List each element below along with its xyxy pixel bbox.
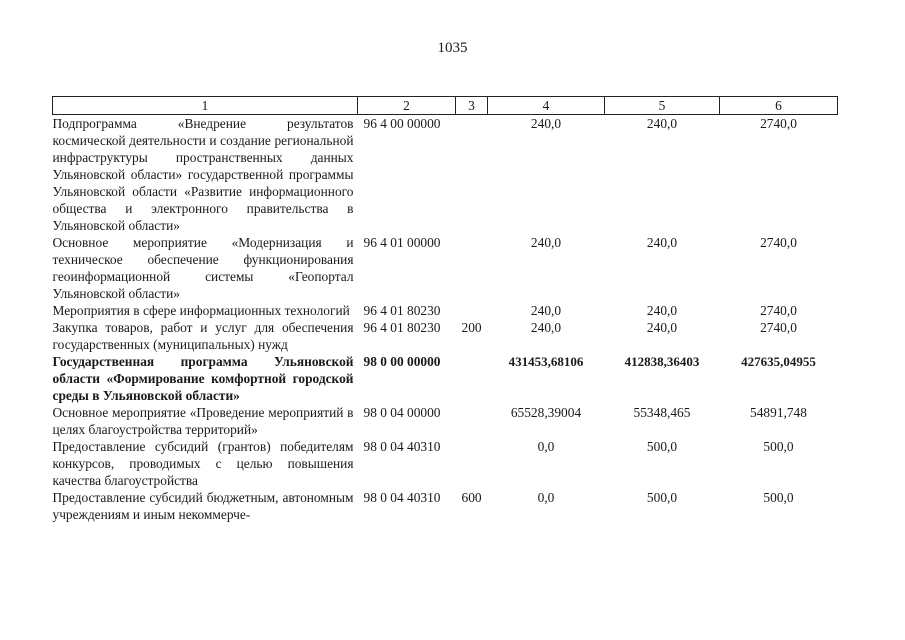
table-row xyxy=(53,404,838,438)
row-value-5: 240,0 xyxy=(646,235,678,250)
table-body xyxy=(53,115,838,524)
row-value-4: 65528,39004 xyxy=(510,405,582,420)
row-name: Мероприятия в сфере информационных технологий xyxy=(52,303,350,318)
row-value-5: 240,0 xyxy=(646,303,678,318)
table-row xyxy=(53,489,838,523)
row-value-4: 0,0 xyxy=(537,439,555,454)
row-code: 98 0 04 40310 xyxy=(363,439,441,454)
table-row xyxy=(53,319,838,353)
row-value-6: 54891,748 xyxy=(750,405,807,420)
row-value-5: 500,0 xyxy=(646,439,678,454)
row-vr: 600 xyxy=(461,490,482,505)
header-col-4: 4 xyxy=(488,97,605,115)
row-value-5: 412838,36403 xyxy=(624,354,700,369)
table-row xyxy=(53,115,838,235)
budget-table xyxy=(52,96,838,523)
row-vr xyxy=(456,115,488,235)
header-col-1: 1 xyxy=(53,97,358,115)
row-code: 96 4 01 80230 xyxy=(363,303,441,318)
row-code: 98 0 00 00000 xyxy=(363,354,441,369)
row-value-4: 240,0 xyxy=(530,320,562,335)
header-row xyxy=(53,97,838,115)
row-vr xyxy=(456,438,488,489)
row-value-4: 240,0 xyxy=(530,303,562,318)
row-value-4: 0,0 xyxy=(537,490,555,505)
row-value-6: 427635,04955 xyxy=(741,354,816,369)
row-code: 96 4 01 80230 xyxy=(363,320,441,335)
row-value-5: 240,0 xyxy=(646,116,678,131)
row-value-6: 2740,0 xyxy=(760,320,797,335)
header-col-2: 2 xyxy=(358,97,456,115)
row-name: Государственная программа Ульяновской области «Формирование комфортной городской среды в Ульяновской области» xyxy=(52,354,354,403)
row-value-4: 431453,68106 xyxy=(508,354,584,369)
row-vr xyxy=(456,234,488,302)
row-name: Основное мероприятие «Проведение мероприятий в целях благоустройства территорий» xyxy=(52,405,354,437)
row-code: 98 0 04 00000 xyxy=(363,405,441,420)
row-name: Подпрограмма «Внедрение результатов космической деятельности и создание региональной инфраструктуры пространственных данных Ульяновской области» государственной программы Ульяновской области «Развитие информационного общества и электронного правительства в Ульяновской области» xyxy=(52,116,354,233)
row-value-6: 500,0 xyxy=(763,490,794,505)
header-col-5: 5 xyxy=(605,97,720,115)
row-value-6: 2740,0 xyxy=(760,116,797,131)
row-value-6: 2740,0 xyxy=(760,303,797,318)
row-vr: 200 xyxy=(461,320,482,335)
row-code: 98 0 04 40310 xyxy=(363,490,441,505)
row-name: Основное мероприятие «Модернизация и техническое обеспечение функционирования геоинформационной системы «Геопортал Ульяновской области» xyxy=(52,235,354,301)
row-value-5: 55348,465 xyxy=(633,405,691,420)
page-number: 1035 xyxy=(437,40,468,56)
row-value-4: 240,0 xyxy=(530,116,562,131)
row-value-5: 500,0 xyxy=(646,490,678,505)
row-value-6: 500,0 xyxy=(763,439,794,454)
header-col-6: 6 xyxy=(720,97,838,115)
row-name: Предоставление субсидий бюджетным, автономным учреждениям и иным некоммерче- xyxy=(52,490,354,522)
table-row xyxy=(53,353,838,404)
row-vr xyxy=(456,353,488,404)
row-code: 96 4 00 00000 xyxy=(363,116,441,131)
row-value-5: 240,0 xyxy=(646,320,678,335)
table-row xyxy=(53,438,838,489)
row-name: Закупка товаров, работ и услуг для обеспечения государственных (муниципальных) нужд xyxy=(52,320,354,352)
table-row xyxy=(53,234,838,302)
row-name: Предоставление субсидий (грантов) победителям конкурсов, проводимых с целью повышения качества благоустройства xyxy=(52,439,354,488)
row-value-6: 2740,0 xyxy=(760,235,797,250)
row-value-4: 240,0 xyxy=(530,235,562,250)
row-vr xyxy=(456,404,488,438)
table-row xyxy=(53,302,838,319)
row-code: 96 4 01 00000 xyxy=(363,235,441,250)
header-col-3: 3 xyxy=(456,97,488,115)
row-vr xyxy=(456,302,488,319)
